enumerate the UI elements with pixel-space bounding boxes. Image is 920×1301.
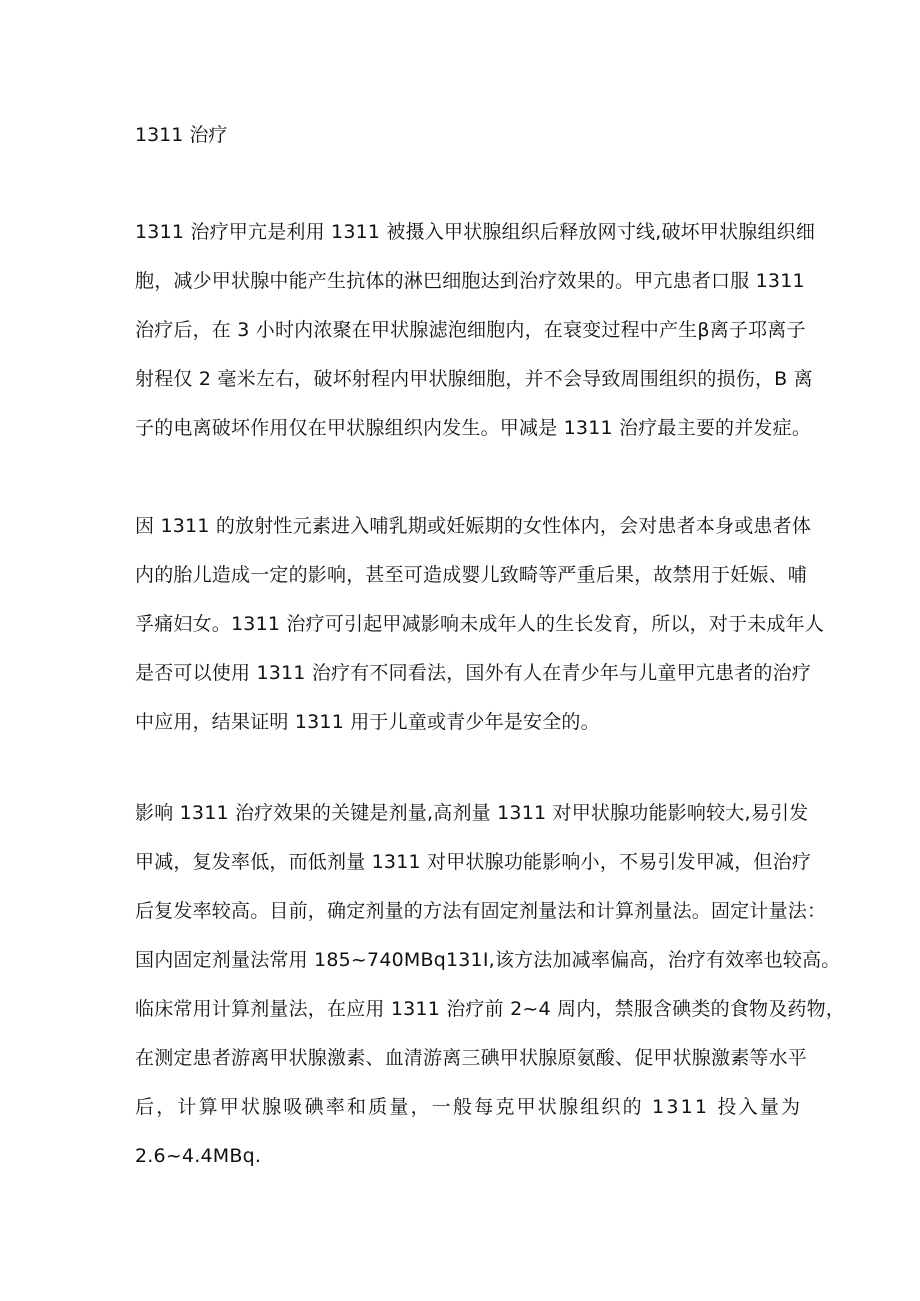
paragraph-line: 孚痛妇女。1311 治疗可引起甲减影响未成年人的生长发育，所以，对于未成年人 (135, 613, 824, 635)
paragraph-line: 在测定患者游离甲状腺激素、血清游离三碘甲状腺原氨酸、促甲状腺激素等水平 (135, 1047, 808, 1069)
paragraph-line: 1311 治疗甲亢是利用 1311 被摄入甲状腺组织后释放网寸线,破坏甲状腺组织细 (135, 221, 816, 243)
paragraph-line: 中应用，结果证明 1311 用于儿童或青少年是安全的。 (135, 711, 600, 733)
paragraph-line: 2.6~4.4MBq. (135, 1145, 262, 1167)
paragraph-line: 后复发率较高。目前，确定剂量的方法有固定剂量法和计算剂量法。固定计量法： (135, 900, 827, 922)
page-title: 1311 治疗 (135, 124, 228, 146)
paragraph-line: 子的电离破坏作用仅在甲状腺组织内发生。甲减是 1311 治疗最主要的并发症。 (135, 417, 812, 439)
paragraph-line: 因 1311 的放射性元素进入哺乳期或妊娠期的女性体内，会对患者本身或患者体 (135, 515, 812, 537)
paragraph-line: 国内固定剂量法常用 185~740MBq131I,该方法加减率偏高，治疗有效率也较高。 (135, 949, 841, 971)
paragraph-1 (135, 208, 816, 453)
paragraph-line: 是否可以使用 1311 治疗有不同看法，国外有人在青少年与儿童甲亢患者的治疗 (135, 662, 812, 684)
paragraph-line: 射程仅 2 毫米左右，破坏射程内甲状腺细胞，并不会导致周围组织的损伤，B 离 (135, 368, 813, 390)
paragraph-2 (135, 502, 824, 747)
paragraph-3 (135, 789, 846, 1181)
paragraph-line: 后，计算甲状腺吸碘率和质量，一般每克甲状腺组织的 1311 投入量为 (135, 1096, 803, 1118)
paragraph-line: 临床常用计算剂量法，在应用 1311 治疗前 2~4 周内，禁服含碘类的食物及药物， (135, 998, 846, 1020)
paragraph-line: 甲减，复发率低，而低剂量 1311 对甲状腺功能影响小，不易引发甲减，但治疗 (135, 851, 812, 873)
paragraph-line: 内的胎儿造成一定的影响，甚至可造成婴儿致畸等严重后果，故禁用于妊娠、哺 (135, 564, 808, 586)
paragraph-line: 胞，减少甲状腺中能产生抗体的淋巴细胞达到治疗效果的。甲亢患者口服 1311 (135, 270, 805, 292)
paragraph-line: 治疗后，在 3 小时内浓聚在甲状腺滤泡细胞内，在衰变过程中产生β离子邛离子 (135, 319, 806, 341)
paragraph-line: 影响 1311 治疗效果的关键是剂量,高剂量 1311 对甲状腺功能影响较大,易引发 (135, 802, 809, 824)
